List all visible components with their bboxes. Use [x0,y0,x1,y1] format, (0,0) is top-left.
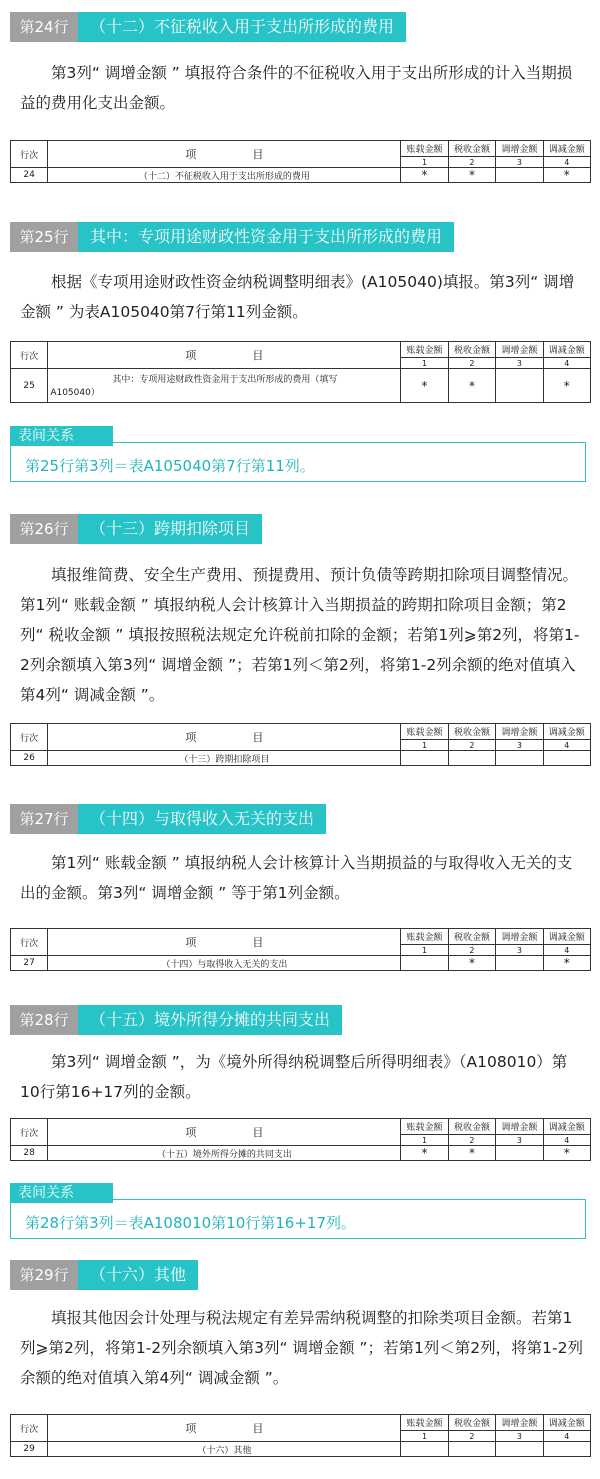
section-row-29 [0,1260,600,1290]
section-row-28 [0,1005,600,1035]
table-row [11,168,591,183]
cell-c4: * [543,956,590,971]
cell-c3 [496,168,543,183]
section-header [0,222,445,252]
row-number: 29 [11,1442,48,1457]
item-header: 项 目 [48,141,401,168]
col-num-2: 2 [448,1135,495,1146]
cell-c1: * [401,1146,448,1161]
col-header-book: 账载金额 [401,1119,448,1135]
cell-c3 [496,751,543,766]
col-num-4: 4 [543,945,590,956]
col-header-increase: 调增金额 [496,342,543,358]
row-number: 25 [11,369,48,403]
col-num-1: 1 [401,358,448,369]
cell-c4: * [543,1146,590,1161]
adjustment-table-28 [10,1118,591,1161]
cell-c3 [496,369,543,403]
section-header [0,12,445,42]
section-title: （十二）不征税收入用于支出所形成的费用 [78,12,406,42]
col-header-tax: 税收金额 [448,342,495,358]
row-no-header: 行次 [11,141,48,168]
item-header: 项 目 [48,929,401,956]
cell-c2 [448,751,495,766]
row-item-line-1: 其中：专项用途财政性资金用于支出所形成的费用（填写 [112,374,338,385]
section-title: （十五）境外所得分摊的共同支出 [78,1005,342,1035]
col-header-increase: 调增金额 [496,724,543,740]
row-number: 27 [11,956,48,971]
cell-c2 [448,1442,495,1457]
item-header: 项 目 [48,1119,401,1146]
col-header-increase: 调增金额 [496,929,543,945]
description-paragraph: 填报维简费、安全生产费用、预提费用、预计负债等跨期扣除项目调整情况。第1列“ 账载金额 ” 填报纳税人会计核算计入当期损益的跨期扣除项目金额；第2列“ 税收金额 ” 填报按照税法规定允许税前扣除的金额；若第1列⩾第2列，将第1-2列余额填入第3列“ 调增金额 ”；若第1列＜第2列，将第1-2列余额的绝对值填入第4列“ 调减金额 ”。 [20,566,580,704]
col-header-tax: 税收金额 [448,929,495,945]
col-header-book: 账载金额 [401,929,448,945]
adjustment-table-29 [10,1414,591,1457]
cell-c4: * [543,369,590,403]
row-item: （十六）其他 [48,1442,401,1457]
relation-frame [10,442,586,482]
col-header-book: 账载金额 [401,141,448,157]
section-title: 其中：专项用途财政性资金用于支出所形成的费用 [78,222,454,252]
section-header [0,1005,445,1035]
col-header-tax: 税收金额 [448,1119,495,1135]
col-num-4: 4 [543,1431,590,1442]
section-row-26 [0,514,600,544]
row-number-label: 第24行 [10,12,78,42]
cell-c2: * [448,369,495,403]
col-header-decrease: 调减金额 [543,1119,590,1135]
col-header-tax: 税收金额 [448,724,495,740]
col-num-2: 2 [448,740,495,751]
cell-c3 [496,1442,543,1457]
row-number: 28 [11,1146,48,1161]
col-header-increase: 调增金额 [496,1119,543,1135]
cell-c4 [543,1442,590,1457]
col-header-tax: 税收金额 [448,141,495,157]
row-item-line-2: A105040） [50,387,100,398]
relation-label: 表间关系 [10,426,113,446]
cell-c1 [401,751,448,766]
row-no-header: 行次 [11,724,48,751]
cell-c1 [401,956,448,971]
col-header-book: 账载金额 [401,342,448,358]
row-number: 24 [11,168,48,183]
col-header-book: 账载金额 [401,1415,448,1431]
cell-c1: * [401,168,448,183]
description-paragraph: 填报其他因会计处理与税法规定有差异需纳税调整的扣除类项目金额。若第1列⩾第2列，将第1-2列余额填入第3列“ 调增金额 ”；若第1列＜第2列，将第1-2列余额的绝对值填入第4列“ 调减金额 ”。 [20,1309,583,1387]
section-row-25 [0,222,600,252]
col-num-1: 1 [401,740,448,751]
table-row [11,1146,591,1161]
section-row-24 [0,12,600,42]
col-num-3: 3 [496,740,543,751]
col-header-increase: 调增金额 [496,1415,543,1431]
description-paragraph: 第3列“ 调增金额 ”，为《境外所得纳税调整后所得明细表》（A108010）第10行第16+17列的金额。 [20,1053,568,1101]
col-num-3: 3 [496,1135,543,1146]
relation-text: 第25行第3列＝表A105040第7行第11列。 [25,457,315,475]
cell-c4: * [543,168,590,183]
col-num-3: 3 [496,157,543,168]
row-number-label: 第26行 [10,514,78,544]
row-number-label: 第29行 [10,1260,78,1290]
col-num-3: 3 [496,358,543,369]
cell-c2: * [448,1146,495,1161]
row-no-header: 行次 [11,1415,48,1442]
col-num-1: 1 [401,945,448,956]
col-header-decrease: 调减金额 [543,141,590,157]
row-number-label: 第28行 [10,1005,78,1035]
col-header-decrease: 调减金额 [543,1415,590,1431]
relation-label: 表间关系 [10,1183,113,1203]
cell-c4 [543,751,590,766]
col-header-decrease: 调减金额 [543,929,590,945]
col-header-tax: 税收金额 [448,1415,495,1431]
row-no-header: 行次 [11,342,48,369]
row-no-header: 行次 [11,929,48,956]
section-title: （十四）与取得收入无关的支出 [78,804,326,834]
row-item: （十二）不征税收入用于支出所形成的费用 [48,168,401,183]
relation-text: 第28行第3列＝表A108010第10行第16+17列。 [25,1214,356,1232]
row-item: （十五）境外所得分摊的共同支出 [48,1146,401,1161]
section-header [0,514,445,544]
col-num-1: 1 [401,1431,448,1442]
description-paragraph: 第3列“ 调增金额 ” 填报符合条件的不征税收入用于支出所形成的计入当期损益的费用化支出金额。 [20,64,573,112]
adjustment-table-25 [10,341,591,403]
cell-c3 [496,956,543,971]
row-number: 26 [11,751,48,766]
row-no-header: 行次 [11,1119,48,1146]
item-header: 项 目 [48,1415,401,1442]
cell-c3 [496,1146,543,1161]
col-header-book: 账载金额 [401,724,448,740]
row-number-label: 第25行 [10,222,78,252]
row-item: （十三）跨期扣除项目 [48,751,401,766]
relation-frame [10,1199,586,1239]
col-num-4: 4 [543,1135,590,1146]
table-row [11,369,591,403]
section-title: （十三）跨期扣除项目 [78,514,262,544]
adjustment-table-24 [10,140,591,183]
col-num-2: 2 [448,157,495,168]
col-num-2: 2 [448,945,495,956]
table-row [11,751,591,766]
row-number-label: 第27行 [10,804,78,834]
cell-c2: * [448,956,495,971]
description-paragraph: 第1列“ 账载金额 ” 填报纳税人会计核算计入当期损益的与取得收入无关的支出的金额。第3列“ 调增金额 ” 等于第1列金额。 [20,854,573,902]
section-header [0,804,445,834]
col-num-3: 3 [496,945,543,956]
row-item: （十四）与取得收入无关的支出 [48,956,401,971]
col-num-1: 1 [401,1135,448,1146]
section-row-27 [0,804,600,834]
adjustment-table-26 [10,723,591,766]
item-header: 项 目 [48,342,401,369]
table-row [11,956,591,971]
col-num-4: 4 [543,157,590,168]
adjustment-table-27 [10,928,591,971]
col-num-2: 2 [448,358,495,369]
section-title: （十六）其他 [78,1260,198,1290]
col-header-decrease: 调减金额 [543,724,590,740]
item-header: 项 目 [48,724,401,751]
col-header-decrease: 调减金额 [543,342,590,358]
section-header [0,1260,445,1290]
col-num-4: 4 [543,358,590,369]
col-num-2: 2 [448,1431,495,1442]
col-num-3: 3 [496,1431,543,1442]
cell-c1 [401,1442,448,1457]
description-paragraph: 根据《专项用途财政性资金纳税调整明细表》(A105040)填报。第3列“ 调增金额 ” 为表A105040第7行第11列金额。 [20,273,575,321]
cell-c1: * [401,369,448,403]
col-num-4: 4 [543,740,590,751]
col-num-1: 1 [401,157,448,168]
cell-c2: * [448,168,495,183]
table-row [11,1442,591,1457]
row-item [48,369,401,403]
col-header-increase: 调增金额 [496,141,543,157]
